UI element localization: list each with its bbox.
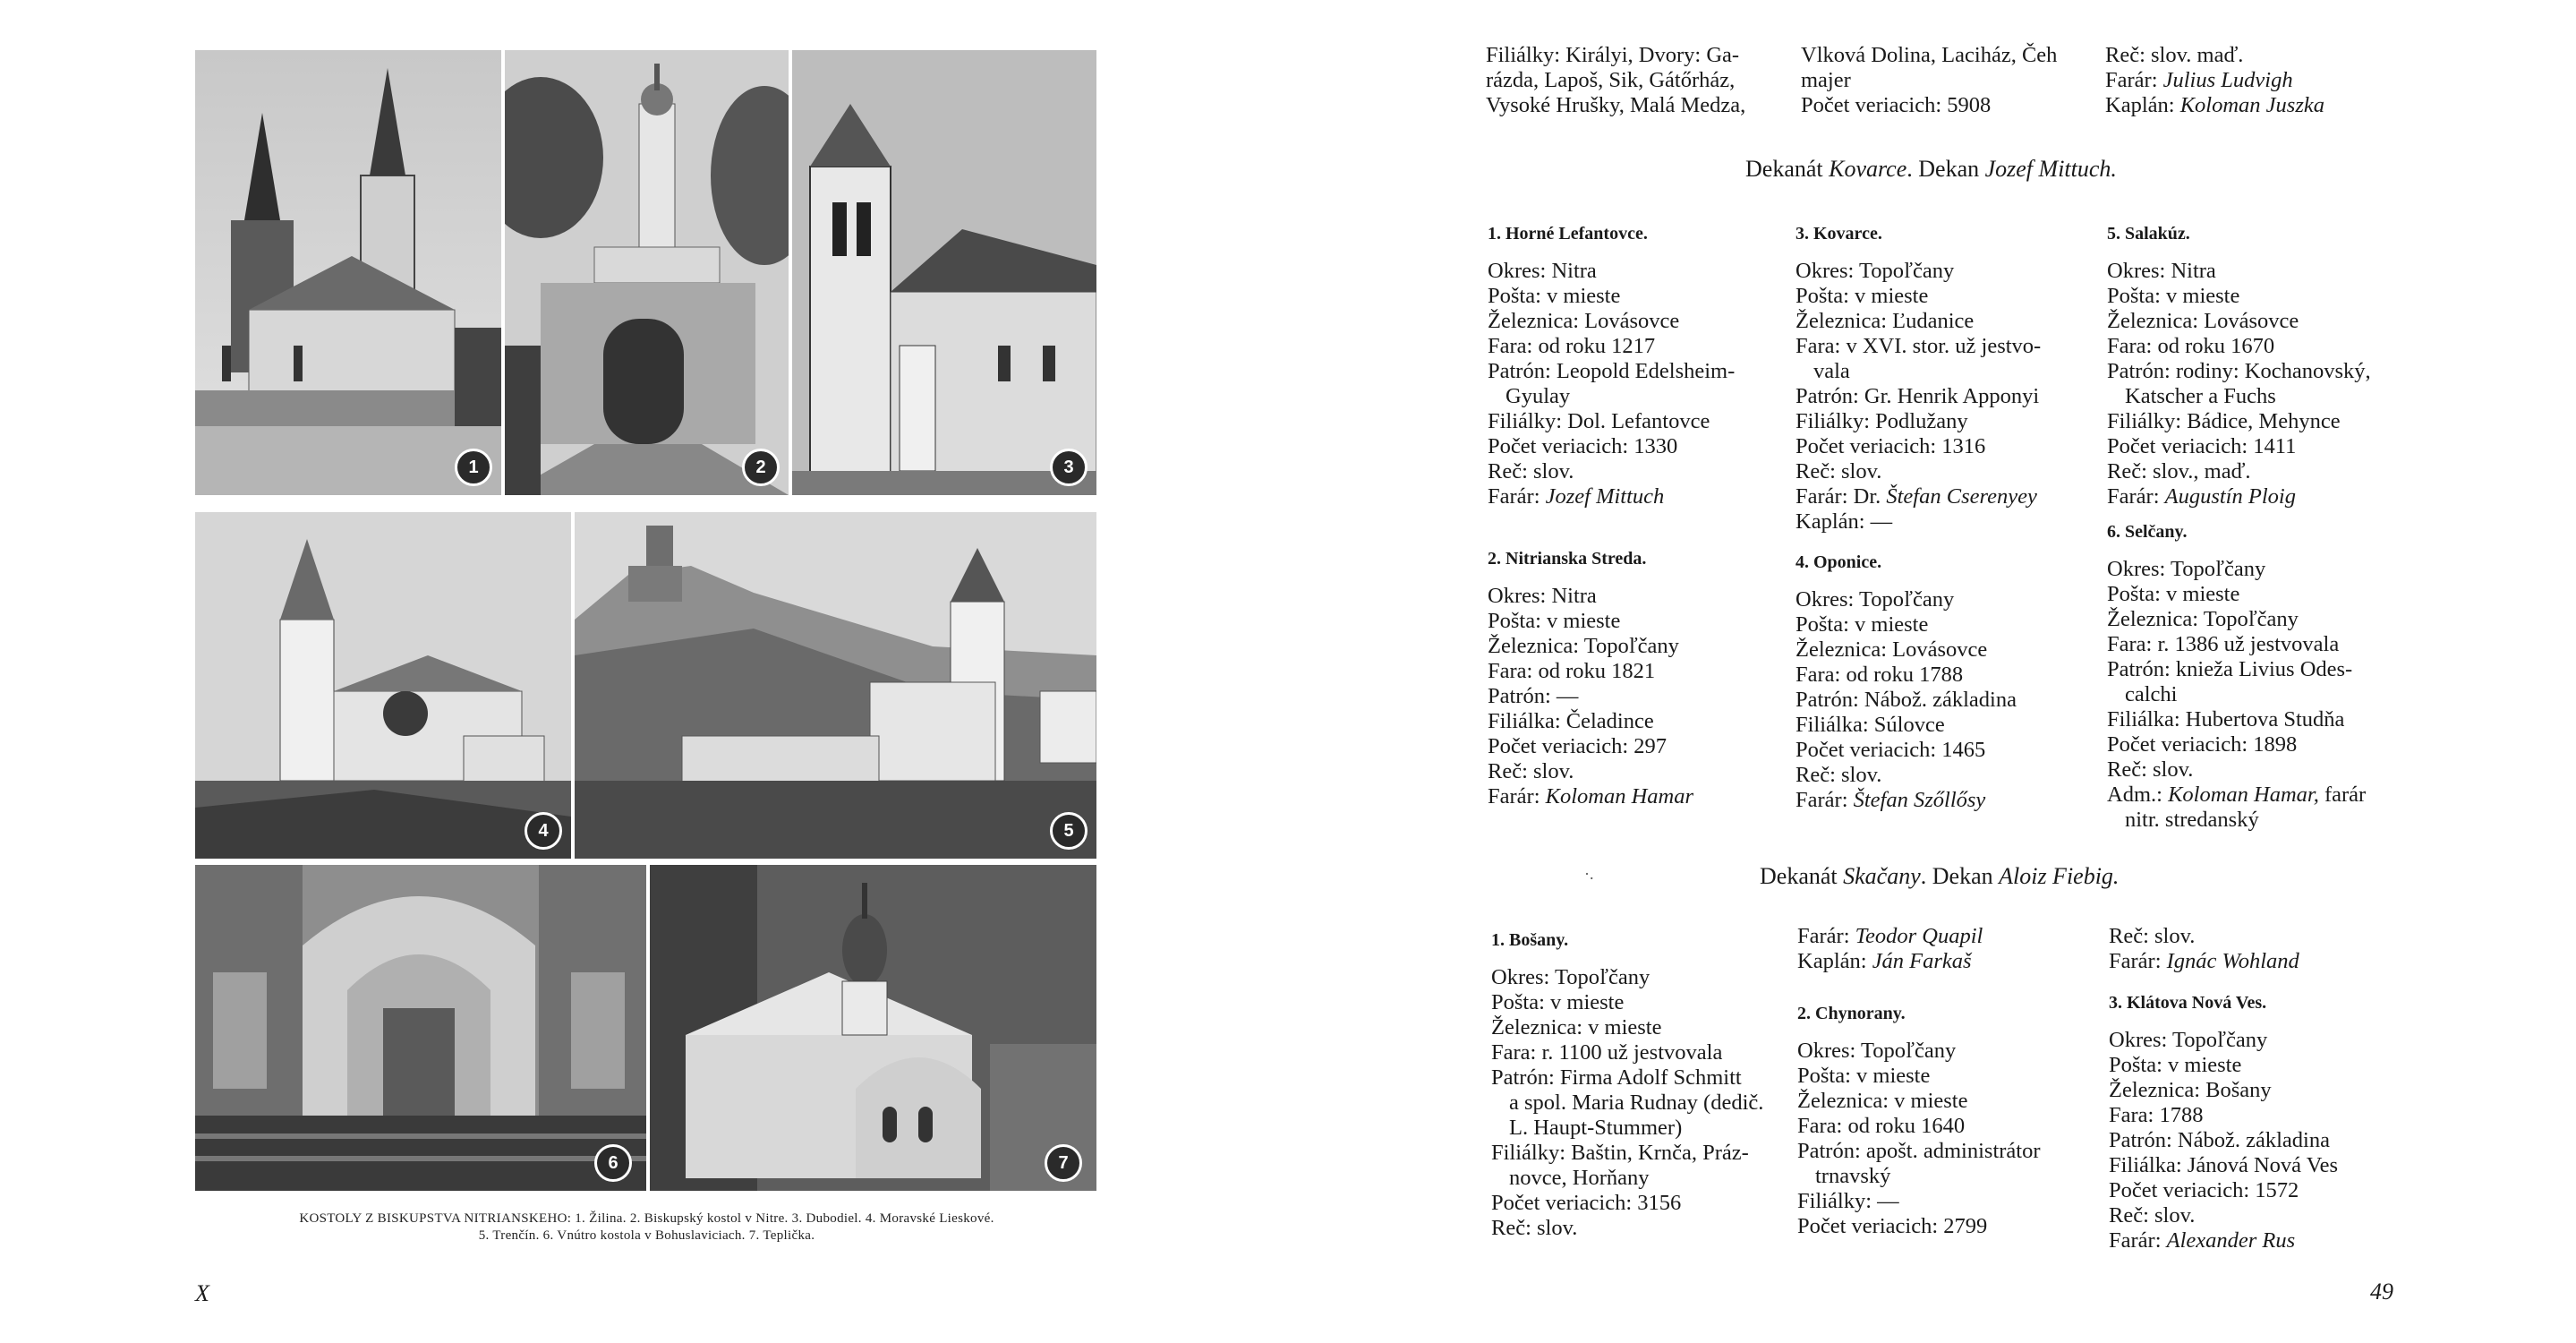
photo-number-badge: 7 <box>1045 1144 1082 1182</box>
text-line: Počet veriacich: 5908 <box>1801 93 1992 117</box>
text-line: Okres: Topoľčany <box>1796 259 1955 283</box>
parish-selcany <box>2107 519 2366 833</box>
text-line: majer <box>1801 68 1851 92</box>
text-line: Gyulay <box>1506 384 1571 408</box>
text-line: Okres: Topoľčany <box>2109 1028 2268 1052</box>
top-block-col3 <box>2105 43 2324 118</box>
text-line: Fara: od roku 1788 <box>1796 663 1964 687</box>
farar-line: Farár: Alexander Rus <box>2109 1228 2296 1253</box>
text-line: Železnica: v mieste <box>1797 1089 1968 1113</box>
text-line: vala <box>1813 359 1850 383</box>
text-line: Filiálky: Királyi, Dvory: Ga- <box>1486 43 1740 67</box>
text-line: Filiálky: Baštin, Krnča, Práz- <box>1491 1141 1749 1165</box>
kaplan-line: Kaplán: — <box>1796 509 1893 534</box>
text-line: Filiálky: — <box>1797 1189 1899 1213</box>
photo-number-badge: 6 <box>594 1144 632 1182</box>
text-line: Pošta: v mieste <box>2107 582 2240 606</box>
text-line: Počet veriacich: 1465 <box>1796 738 1986 762</box>
text-line: Patrón: apošt. administrátor <box>1797 1139 2041 1163</box>
text-line: Filiálka: Súlovce <box>1796 713 1945 737</box>
parish-title: 1. Bošany. <box>1491 930 1569 950</box>
text-line: trnavský <box>1815 1164 1891 1188</box>
farar-line: Farár: Teodor Quapil <box>1797 924 1983 948</box>
text-line: Železnica: Lovásovce <box>1796 637 1988 662</box>
text-line: Okres: Nitra <box>2107 259 2216 283</box>
photo-moravske-lieskove <box>195 512 571 859</box>
text-line: Fara: v XVI. stor. už jestvo- <box>1796 334 2042 358</box>
text-line: Počet veriacich: 1330 <box>1488 434 1678 458</box>
text-line: Okres: Topoľčany <box>1491 965 1651 989</box>
text-line: Reč: slov. <box>1796 763 1882 787</box>
text-line: Pošta: v mieste <box>1797 1064 1931 1088</box>
photo-zilina <box>195 50 501 495</box>
text-line: Počet veriacich: 2799 <box>1797 1214 1988 1238</box>
farar-line: Farár: Augustín Ploig <box>2107 484 2296 509</box>
text-line: Železnica: v mieste <box>1491 1015 1662 1039</box>
photo-number-badge: 1 <box>455 449 492 486</box>
text-line: Fara: od roku 1640 <box>1797 1114 1966 1138</box>
text-line: Počet veriacich: 3156 <box>1491 1191 1682 1215</box>
kaplan-line: Kaplán: Ján Farkaš <box>1797 949 1972 973</box>
farar-line: Farár: Koloman Hamar <box>1488 784 1694 808</box>
adm-line: Adm.: Koloman Hamar, farár <box>2107 783 2367 807</box>
text-line: Vlková Dolina, Laciház, Čeh <box>1801 43 2058 67</box>
photo-number-badge: 4 <box>525 812 562 850</box>
text-line: rázda, Lapoš, Sik, Gátőrház, <box>1486 68 1736 92</box>
text-line: Fara: r. 1386 už jestvovala <box>2107 632 2340 656</box>
text-line: Filiálky: Bádice, Mehynce <box>2107 409 2341 433</box>
text-line: Reč: slov., maď. <box>2107 459 2251 483</box>
text-line: Patrón: Nábož. základina <box>1796 688 2017 712</box>
left-folio: X <box>195 1280 209 1306</box>
parish-title: 6. Selčany. <box>2107 522 2188 542</box>
parish-chynorany <box>1797 1001 2041 1239</box>
text-line: Okres: Nitra <box>1488 259 1597 283</box>
text-line: Katscher a Fuchs <box>2125 384 2276 408</box>
text-line: Pošta: v mieste <box>2107 284 2240 308</box>
stray-mark: ·. <box>1584 865 1594 883</box>
text-line: Počet veriacich: 1572 <box>2109 1178 2299 1202</box>
text-line: Reč: slov. <box>1796 459 1882 483</box>
text-line: Železnica: Lovásovce <box>1488 309 1680 333</box>
dekanat-heading-kovarce: Dekanát Kovarce. Dekan Jozef Mittuch. <box>1745 156 2117 182</box>
text-line: Patrón: rodiny: Kochanovský, <box>2107 359 2371 383</box>
parish-nitrianska-streda <box>1488 546 1693 809</box>
parish-title: 3. Klátova Nová Ves. <box>2109 993 2267 1013</box>
text-line: Pošta: v mieste <box>1796 284 1929 308</box>
text-line: Filiálky: Podlužany <box>1796 409 1968 433</box>
caption-line-1: KOSTOLY Z BISKUPSTVA NITRIANSKEHO: 1. Žilina. 2. Biskupský kostol v Nitre. 3. Dubodiel. 4. Moravské Lieskové. <box>299 1211 994 1226</box>
text-line: Patrón: Firma Adolf Schmitt <box>1491 1065 1742 1090</box>
text-line: Počet veriacich: 1411 <box>2107 434 2297 458</box>
text-line: Okres: Topoľčany <box>1797 1039 1957 1063</box>
photo-trencin <box>575 512 1096 859</box>
farar-line: Farár: Štefan Szőllősy <box>1796 788 1986 812</box>
photo-teplicka <box>650 865 1096 1191</box>
parish-kovarce <box>1796 221 2041 535</box>
text-line: Patrón: Nábož. základina <box>2109 1128 2330 1152</box>
text-line: a spol. Maria Rudnay (dedič. <box>1509 1091 1764 1115</box>
photo-number-badge: 3 <box>1050 449 1088 486</box>
top-block-col2 <box>1801 43 2057 118</box>
text-line: Filiálky: Dol. Lefantovce <box>1488 409 1710 433</box>
parish-klatova-nova-ves <box>2109 990 2338 1253</box>
parish-title: 2. Chynorany. <box>1797 1004 1906 1023</box>
photo-number-badge: 5 <box>1050 812 1088 850</box>
farar-line: Farár: Ignác Wohland <box>2109 949 2299 973</box>
text-line: Filiálka: Hubertova Studňa <box>2107 707 2345 731</box>
text-line: Reč: slov. <box>1491 1216 1578 1240</box>
text-line: Fara: od roku 1217 <box>1488 334 1656 358</box>
text-line: Pošta: v mieste <box>1491 990 1625 1014</box>
text-line: Filiálka: Jánová Nová Ves <box>2109 1153 2339 1177</box>
parish-bosany <box>1491 928 1763 1241</box>
text-line: Železnica: Topoľčany <box>1488 634 1679 658</box>
caption-line-2: 5. Trenčín. 6. Vnútro kostola v Bohuslaviciach. 7. Teplička. <box>478 1228 815 1243</box>
text-line: Fara: od roku 1821 <box>1488 659 1656 683</box>
text-line: Reč: slov. <box>1488 459 1574 483</box>
text-line: Reč: slov. <box>2109 924 2196 948</box>
text-line: Pošta: v mieste <box>1488 284 1621 308</box>
parish-title: 5. Salakúz. <box>2107 224 2190 244</box>
farar-line: Farár: Jozef Mittuch <box>1488 484 1665 509</box>
top-block-col1 <box>1486 43 1745 118</box>
text-line: nitr. stredanský <box>2125 808 2259 832</box>
text-line: Železnica: Ľudanice <box>1796 309 1975 333</box>
photo-dubodiel <box>792 50 1096 495</box>
text-line: Patrón: knieža Livius Odes- <box>2107 657 2353 681</box>
text-line: Fara: r. 1100 už jestvovala <box>1491 1040 1723 1065</box>
text-line: Počet veriacich: 1898 <box>2107 732 2298 757</box>
parish-title: 4. Oponice. <box>1796 552 1882 572</box>
text-line: Reč: slov. maď. <box>2105 43 2244 67</box>
parish-chynorany-continued <box>2109 924 2299 974</box>
text-line: Počet veriacich: 297 <box>1488 734 1668 758</box>
text-line: Reč: slov. <box>1488 759 1574 783</box>
text-line: Pošta: v mieste <box>2109 1053 2242 1077</box>
photo-number-badge: 2 <box>742 449 780 486</box>
text-line: Vysoké Hrušky, Malá Medza, <box>1486 93 1746 117</box>
text-line: Reč: slov. <box>2107 757 2194 782</box>
farar-line: Farár: Dr. Štefan Cserenyey <box>1796 484 2037 509</box>
text-line: Pošta: v mieste <box>1796 612 1929 637</box>
text-line: Fara: od roku 1670 <box>2107 334 2275 358</box>
text-line: Okres: Topoľčany <box>2107 557 2266 581</box>
photo-caption <box>188 1210 1105 1245</box>
text-line: novce, Horňany <box>1509 1166 1650 1190</box>
parish-oponice <box>1796 550 2017 813</box>
parish-title: 2. Nitrianska Streda. <box>1488 549 1647 569</box>
text-line: Patrón: Gr. Henrik Apponyi <box>1796 384 2040 408</box>
kaplan-line: Kaplán: Koloman Juszka <box>2105 93 2324 117</box>
farar-line: Farár: Julius Ludvigh <box>2105 68 2293 92</box>
text-line: Filiálka: Čeladince <box>1488 709 1654 733</box>
photo-nitra-cathedral <box>505 50 789 495</box>
text-line: Patrón: Leopold Edelsheim- <box>1488 359 1736 383</box>
text-line: calchi <box>2125 682 2178 706</box>
text-line: Okres: Topoľčany <box>1796 587 1955 612</box>
dekanat-heading-skacany: Dekanát Skačany. Dekan Aloiz Fiebig. <box>1760 863 2120 889</box>
parish-salakuz <box>2107 221 2371 509</box>
text-line: Reč: slov. <box>2109 1203 2196 1228</box>
parish-title: 3. Kovarce. <box>1796 224 1882 244</box>
text-line: Železnica: Bošany <box>2109 1078 2272 1102</box>
text-line: L. Haupt-Stummer) <box>1509 1116 1683 1140</box>
parish-horne-lefantovce <box>1488 221 1735 509</box>
parish-bosany-continued <box>1797 924 1983 974</box>
text-line: Počet veriacich: 1316 <box>1796 434 1986 458</box>
parish-title: 1. Horné Lefantovce. <box>1488 224 1648 244</box>
photo-bohuslavice-interior <box>195 865 646 1191</box>
text-line: Fara: 1788 <box>2109 1103 2204 1127</box>
text-line: Železnica: Lovásovce <box>2107 309 2299 333</box>
text-line: Okres: Nitra <box>1488 584 1597 608</box>
right-folio: 49 <box>2370 1279 2393 1305</box>
text-line: Patrón: — <box>1488 684 1579 708</box>
text-line: Železnica: Topoľčany <box>2107 607 2299 631</box>
text-line: Pošta: v mieste <box>1488 609 1621 633</box>
